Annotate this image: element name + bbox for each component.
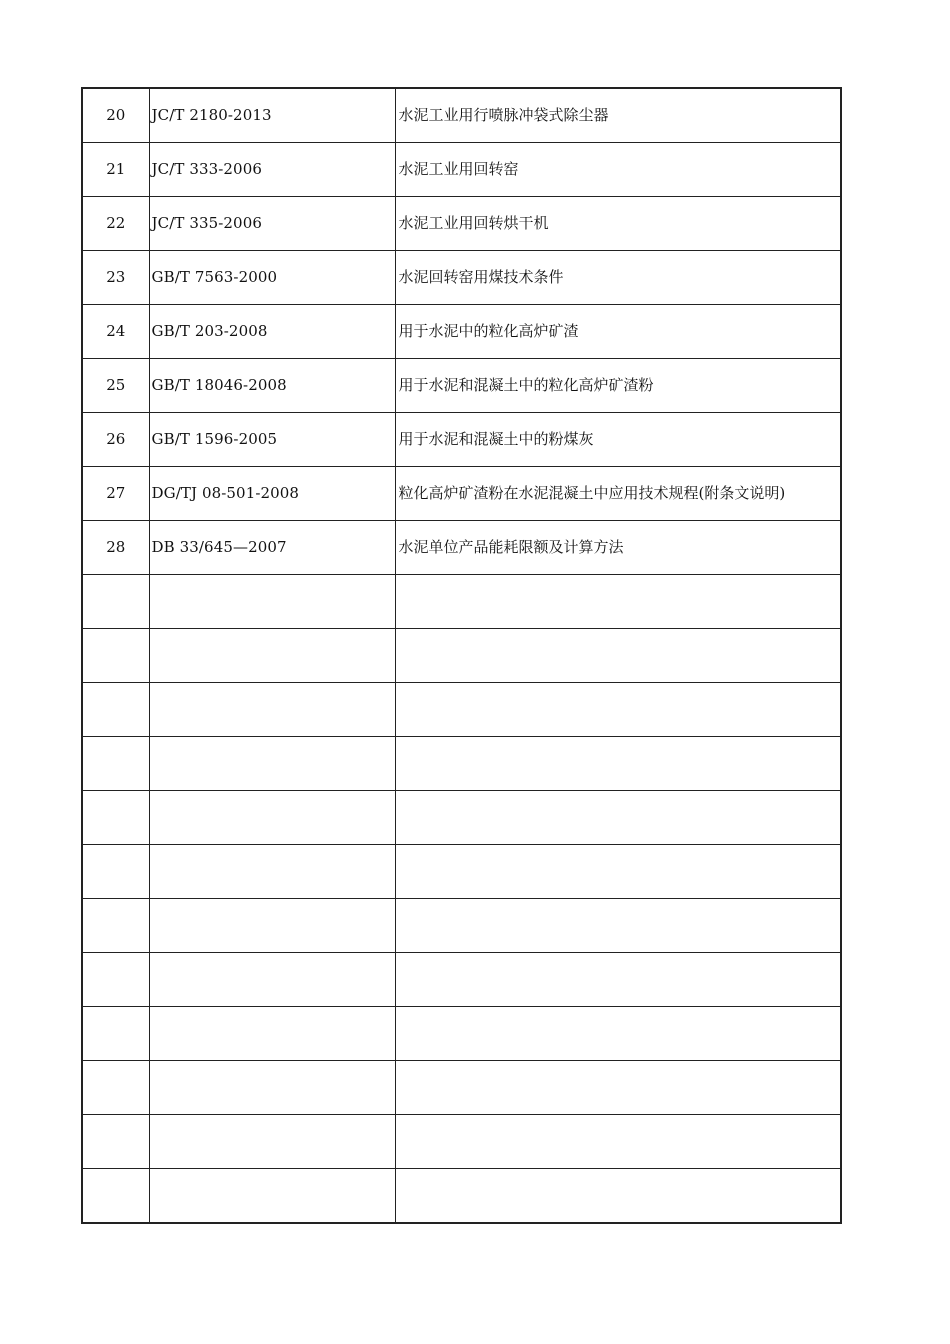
standard-code-cell	[149, 88, 395, 143]
row-number-cell	[82, 791, 149, 845]
standard-code-cell-text: JC/T 335-2006	[151, 214, 262, 232]
standard-code-cell-text: JC/T 333-2006	[151, 160, 262, 178]
standard-code-cell	[149, 683, 395, 737]
row-number-cell	[82, 737, 149, 791]
row-number-cell-text: 28	[106, 538, 126, 556]
standard-name-cell	[395, 953, 841, 1007]
standard-name-cell	[395, 575, 841, 629]
standard-name-cell	[395, 521, 841, 575]
row-number-cell-text: 21	[106, 160, 126, 178]
standard-name-cell	[395, 845, 841, 899]
row-number-cell	[82, 953, 149, 1007]
standard-name-cell-text: 水泥回转窑用煤技术条件	[398, 268, 564, 286]
row-number-cell	[82, 251, 149, 305]
standard-code-cell	[149, 791, 395, 845]
standard-code-cell	[149, 251, 395, 305]
row-number-cell-text: 20	[106, 106, 126, 124]
table-row	[82, 1061, 841, 1115]
standard-name-cell	[395, 683, 841, 737]
standard-name-cell-text: 用于水泥中的粒化高炉矿渣	[398, 322, 579, 340]
row-number-cell	[82, 88, 149, 143]
standard-name-cell-text: 用于水泥和混凝土中的粒化高炉矿渣粉	[398, 376, 654, 394]
standards-table-body	[82, 88, 841, 1223]
standard-name-cell	[395, 143, 841, 197]
row-number-cell-text: 27	[106, 484, 126, 502]
table-row	[82, 683, 841, 737]
row-number-cell-text: 24	[106, 322, 126, 340]
table-row	[82, 413, 841, 467]
row-number-cell	[82, 899, 149, 953]
row-number-cell-text: 23	[106, 268, 126, 286]
standard-name-cell	[395, 1115, 841, 1169]
table-row	[82, 845, 841, 899]
standard-code-cell-text: GB/T 1596-2005	[151, 430, 278, 448]
standard-code-cell	[149, 305, 395, 359]
table-row	[82, 1007, 841, 1061]
table-row	[82, 1115, 841, 1169]
table-row	[82, 359, 841, 413]
table-row	[82, 1169, 841, 1224]
table-row	[82, 791, 841, 845]
standard-name-cell	[395, 88, 841, 143]
standard-name-cell	[395, 359, 841, 413]
row-number-cell	[82, 1115, 149, 1169]
table-row	[82, 467, 841, 521]
standard-code-cell	[149, 413, 395, 467]
row-number-cell	[82, 305, 149, 359]
standard-code-cell	[149, 845, 395, 899]
table-row	[82, 575, 841, 629]
standard-code-cell-text: DG/TJ 08-501-2008	[151, 484, 300, 502]
standard-name-cell	[395, 899, 841, 953]
table-row	[82, 899, 841, 953]
standard-name-cell-text: 水泥工业用回转烘干机	[398, 214, 549, 232]
standard-code-cell	[149, 737, 395, 791]
table-row	[82, 629, 841, 683]
row-number-cell	[82, 575, 149, 629]
table-row	[82, 521, 841, 575]
standard-code-cell	[149, 143, 395, 197]
standard-code-cell	[149, 575, 395, 629]
row-number-cell-text: 25	[106, 376, 126, 394]
standard-code-cell-text: GB/T 18046-2008	[151, 376, 287, 394]
row-number-cell-text: 22	[106, 214, 126, 232]
standard-code-cell	[149, 1061, 395, 1115]
standard-code-cell	[149, 521, 395, 575]
row-number-cell	[82, 143, 149, 197]
standard-code-cell	[149, 197, 395, 251]
row-number-cell	[82, 1061, 149, 1115]
table-row	[82, 197, 841, 251]
table-row	[82, 143, 841, 197]
row-number-cell	[82, 521, 149, 575]
standard-code-cell	[149, 629, 395, 683]
standard-name-cell-text: 水泥工业用回转窑	[398, 160, 519, 178]
standard-name-cell	[395, 1061, 841, 1115]
standard-name-cell	[395, 251, 841, 305]
table-row	[82, 953, 841, 1007]
standards-table	[81, 87, 842, 1224]
standard-name-cell	[395, 1169, 841, 1224]
standard-code-cell	[149, 1169, 395, 1224]
standard-name-cell	[395, 305, 841, 359]
standard-name-cell	[395, 413, 841, 467]
row-number-cell	[82, 845, 149, 899]
table-row	[82, 251, 841, 305]
table-row	[82, 88, 841, 143]
standard-code-cell-text: JC/T 2180-2013	[151, 106, 272, 124]
row-number-cell	[82, 467, 149, 521]
row-number-cell	[82, 1169, 149, 1224]
standard-name-cell	[395, 1007, 841, 1061]
standard-code-cell	[149, 1007, 395, 1061]
row-number-cell	[82, 197, 149, 251]
row-number-cell	[82, 1007, 149, 1061]
row-number-cell	[82, 413, 149, 467]
table-row	[82, 305, 841, 359]
standard-name-cell	[395, 737, 841, 791]
standard-name-cell	[395, 791, 841, 845]
standard-name-cell	[395, 467, 841, 521]
standard-code-cell-text: GB/T 7563-2000	[151, 268, 278, 286]
standard-name-cell-text: 用于水泥和混凝土中的粉煤灰	[398, 430, 594, 448]
standard-code-cell	[149, 467, 395, 521]
row-number-cell-text: 26	[106, 430, 126, 448]
standards-sheet	[81, 87, 840, 1224]
standard-name-cell	[395, 629, 841, 683]
standard-code-cell-text: DB 33/645—2007	[151, 538, 287, 556]
standard-code-cell	[149, 359, 395, 413]
row-number-cell	[82, 683, 149, 737]
standard-code-cell-text: GB/T 203-2008	[151, 322, 268, 340]
row-number-cell	[82, 629, 149, 683]
standard-code-cell	[149, 1115, 395, 1169]
row-number-cell	[82, 359, 149, 413]
table-row	[82, 737, 841, 791]
standard-name-cell-text: 粒化高炉矿渣粉在水泥混凝土中应用技术规程(附条文说明)	[398, 484, 786, 502]
standard-name-cell-text: 水泥工业用行喷脉冲袋式除尘器	[398, 106, 609, 124]
standard-name-cell	[395, 197, 841, 251]
standard-code-cell	[149, 899, 395, 953]
standard-code-cell	[149, 953, 395, 1007]
standard-name-cell-text: 水泥单位产品能耗限额及计算方法	[398, 538, 624, 556]
